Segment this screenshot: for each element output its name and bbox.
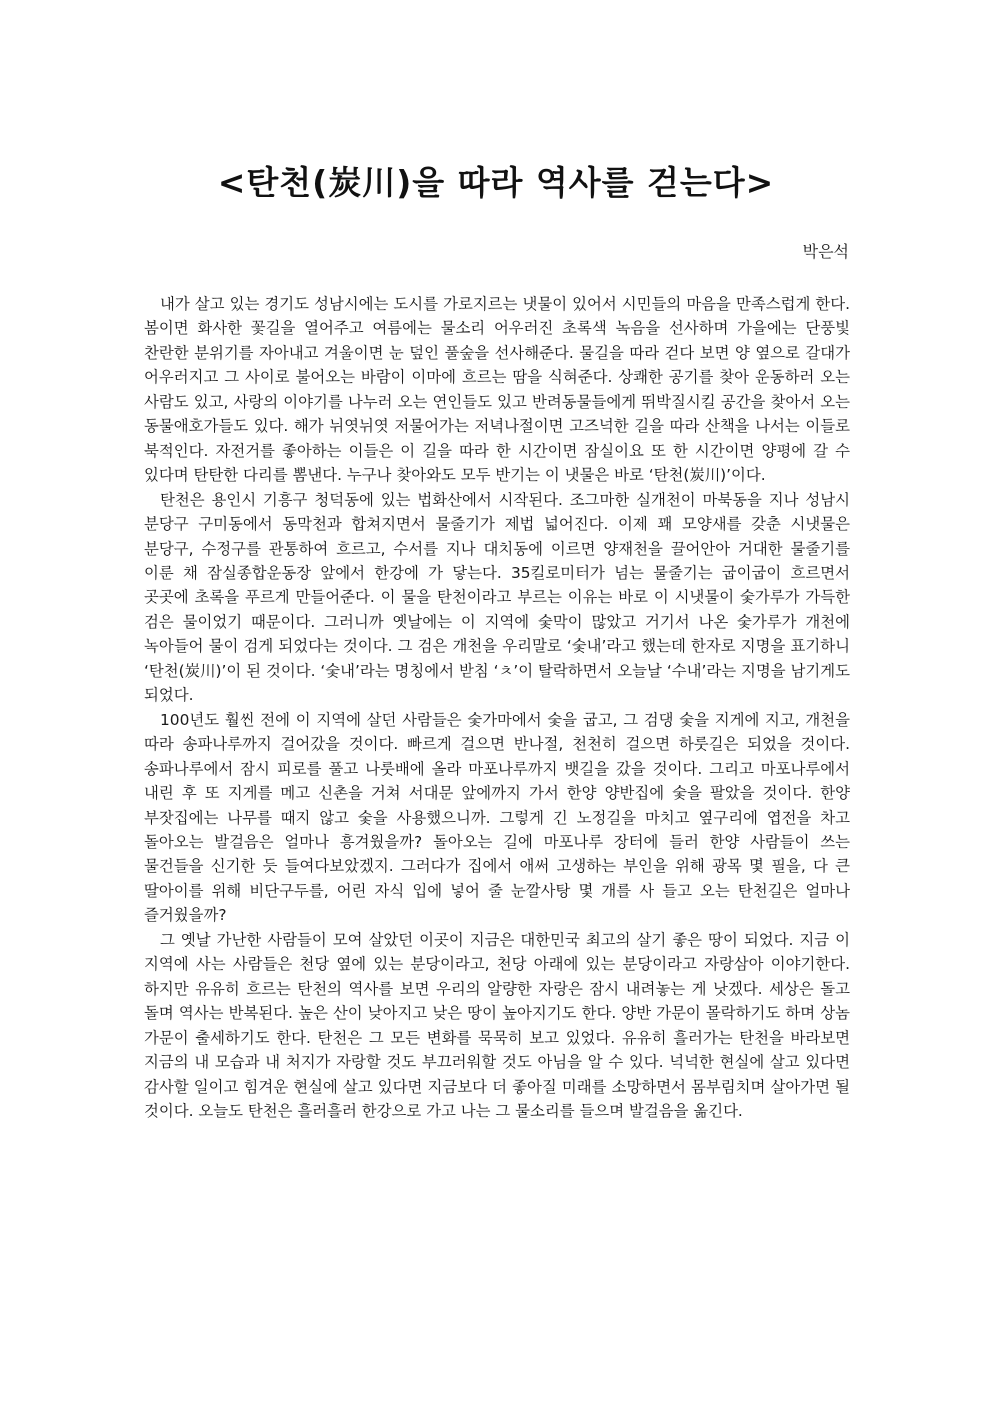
paragraph-4: 그 옛날 가난한 사람들이 모여 살았던 이곳이 지금은 대한민국 최고의 살기 좋은 땅이 되었다. 지금 이 지역에 사는 사람들은 천당 옆에 있는 분당이라고, 천당 아래에 있는 분당이라고 자랑삼아 이야기한다. 하지만 유유히 흐르는 탄천의 역사를 보면 우리의 알량한 자랑은 잠시 내려놓는 게 낫겠다. 세상은 돌고 돌며 역사는 반복된다. 높은 산이 낮아지고 낮은 땅이 높아지기도 한다. 양반 가문이 몰락하기도 하며 상놈 가문이 출세하기도 한다. 탄천은 그 모든 변화를 묵묵히 보고 있었다. 유유히 흘러가는 탄천을 바라보면 지금의 내 모습과 내 처지가 자랑할 것도 부끄러워할 것도 아님을 알 수 있다. 넉넉한 현실에 살고 있다면 감사할 일이고 힘겨운 현실에 살고 있다면 지금보다 더 좋아질 미래를 소망하면서 몸부림치며 살아가면 될 것이다. 오늘도 탄천은 흘러흘러 한강으로 가고 나는 그 물소리를 들으며 발걸음을 옮긴다.	[144, 930, 850, 1120]
paragraph-3: 100년도 훨씬 전에 이 지역에 살던 사람들은 숯가마에서 숯을 굽고, 그 검댕 숯을 지게에 지고, 개천을 따라 송파나루까지 걸어갔을 것이다. 빠르게 걸으면 반나절, 천천히 걸으면 하룻길은 되었을 것이다. 송파나루에서 잠시 피로를 풀고 나룻배에 올라 마포나루까지 뱃길을 갔을 것이다. 그리고 마포나루에서 내린 후 또 지게를 메고 신촌을 거쳐 서대문 앞에까지 가서 한양 양반집에 숯을 팔았을 것이다. 한양 부잣집에는 나무를 때지 않고 숯을 사용했으니까. 그렇게 긴 노정길을 마치고 옆구리에 엽전을 차고 돌아오는 발걸음은 얼마나 흥겨웠을까? 돌아오는 길에 마포나루 장터에 들러 한양 사람들이 쓰는 물건들을 신기한 듯 들여다보았겠지. 그러다가 집에서 애써 고생하는 부인을 위해 광목 몇 필을, 다 큰 딸아이를 위해 비단구두를, 어린 자식 입에 넣어 줄 눈깔사탕 몇 개를 사 들고 오는 탄천길은 얼마나 즐거웠을까?	[144, 710, 850, 925]
document-title: <탄천(炭川)을 따라 역사를 걷는다>	[217, 163, 775, 202]
author-name: 박은석	[802, 242, 849, 261]
document-body	[144, 292, 850, 1123]
paragraph-1: 내가 살고 있는 경기도 성남시에는 도시를 가로지르는 냇물이 있어서 시민들의 마음을 만족스럽게 한다. 봄이면 화사한 꽃길을 열어주고 여름에는 물소리 어우러진 초록색 녹음을 선사하며 가을에는 단풍빛 찬란한 분위기를 자아내고 겨울이면 눈 덮인 풀숲을 선사해준다. 물길을 따라 걷다 보면 양 옆으로 갈대가 어우러지고 그 사이로 불어오는 바람이 이마에 흐르는 땀을 식혀준다. 상쾌한 공기를 찾아 운동하러 오는 사람도 있고, 사랑의 이야기를 나누러 오는 연인들도 있고 반려동물들에게 뛰박질시킬 공간을 찾아서 오는 동물애호가들도 있다. 해가 뉘엿뉘엿 저물어가는 저녁나절이면 고즈넉한 길을 따라 산책을 나서는 이들로 북적인다. 자전거를 좋아하는 이들은 이 길을 따라 한 시간이면 잠실이요 또 한 시간이면 양평에 갈 수 있다며 탄탄한 다리를 뽐낸다. 누구나 찾아와도 모두 반기는 이 냇물은 바로 ‘탄천(炭川)’이다.	[144, 295, 851, 485]
paragraph-2: 탄천은 용인시 기흥구 청덕동에 있는 법화산에서 시작된다. 조그마한 실개천이 마북동을 지나 성남시 분당구 구미동에서 동막천과 합쳐지면서 물줄기가 제법 넓어진다. 이제 꽤 모양새를 갖춘 시냇물은 분당구, 수정구를 관통하여 흐르고, 수서를 지나 대치동에 이르면 양재천을 끌어안아 거대한 물줄기를 이룬 채 잠실종합운동장 앞에서 한강에 가 닿는다. 35킬로미터가 넘는 물줄기는 굽이굽이 흐르면서 곳곳에 초록을 푸르게 만들어준다. 이 물을 탄천이라고 부르는 이유는 바로 이 시냇물이 숯가루가 가득한 검은 물이었기 때문이다. 그러니까 옛날에는 이 지역에 숯막이 많았고 거기서 나온 숯가루가 개천에 녹아들어 물이 검게 되었다는 것이다. 그 검은 개천을 우리말로 ‘숯내’라고 했는데 한자로 지명을 표기하니 ‘탄천(炭川)’이 된 것이다. ‘숯내’라는 명칭에서 받침 ‘ㅊ’이 탈락하면서 오늘날 ‘수내’라는 지명을 남기게도 되었다.	[144, 490, 850, 705]
